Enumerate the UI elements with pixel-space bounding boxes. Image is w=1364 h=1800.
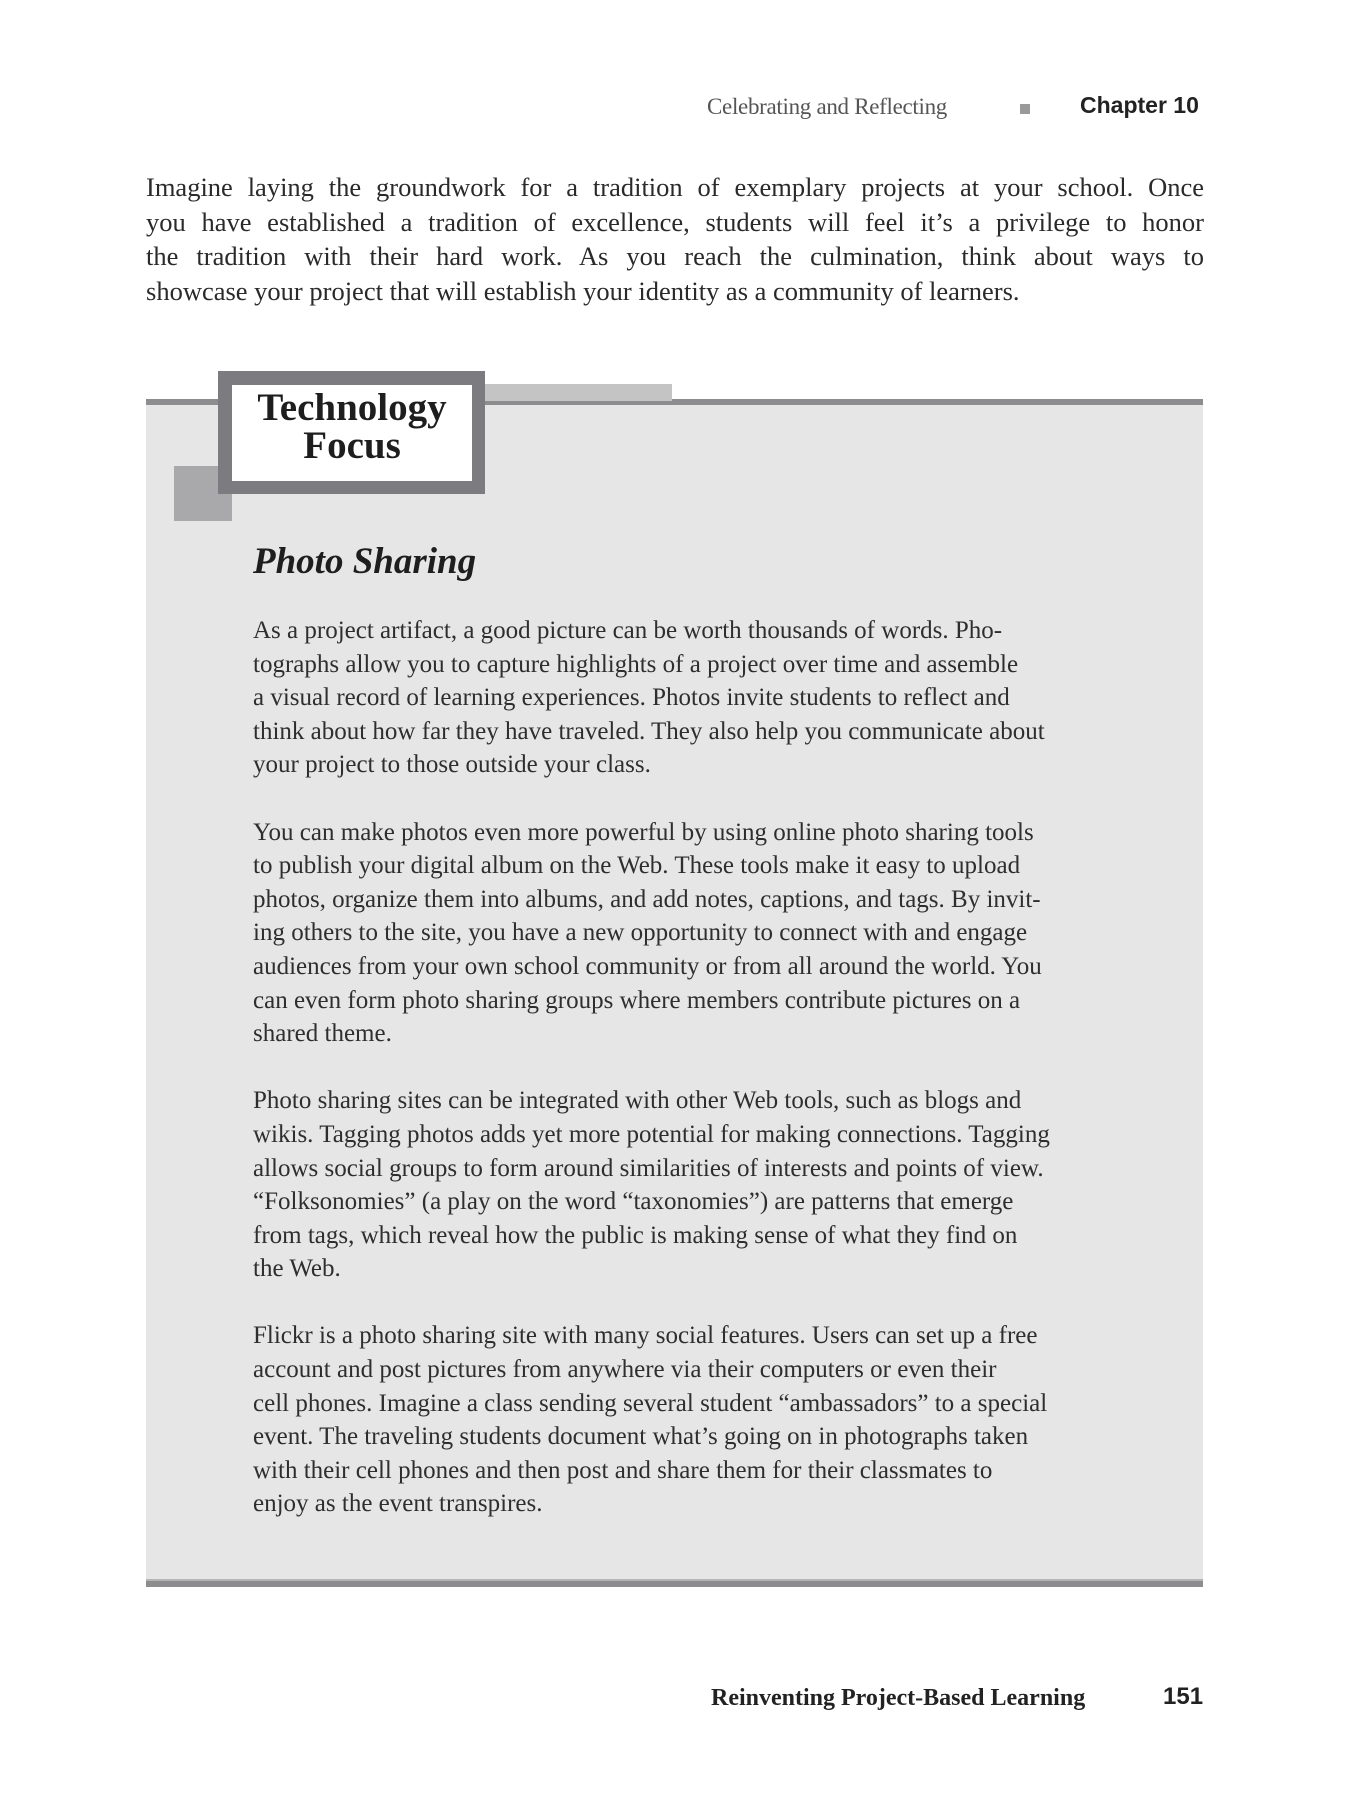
sidebar-label — [232, 385, 472, 481]
paragraph-line: Flickr is a photo sharing site with many social features. Users can set up a free — [253, 1322, 1038, 1350]
paragraph-line: to publish your digital album on the Web. These tools make it easy to upload — [253, 852, 1021, 880]
paragraph-line: think about how far they have traveled. They also help you communicate about — [253, 717, 1045, 745]
paragraph-line: As a project artifact, a good picture can be worth thousands of words. Pho- — [253, 617, 1003, 644]
sidebar-label-line: Focus — [303, 424, 401, 467]
sidebar-paragraph — [253, 816, 1153, 1051]
sidebar-bottom-rule — [146, 1581, 1203, 1587]
paragraph-line: You can make photos even more powerful by using online photo sharing tools — [253, 818, 1034, 846]
paragraph-line: the Web. — [253, 1255, 341, 1283]
header-separator-square — [1020, 104, 1030, 114]
paragraph-line: “Folksonomies” (a play on the word “taxonomies”) are patterns that emerge — [253, 1188, 1014, 1216]
paragraph-line: tographs allow you to capture highlights of a project over time and assemble — [253, 650, 1019, 678]
paragraph-line: shared theme. — [253, 1020, 392, 1048]
sidebar-paragraph — [253, 1319, 1153, 1521]
paragraph-line: cell phones. Imagine a class sending several student “ambassadors” to a special — [253, 1389, 1048, 1417]
paragraph-line: account and post pictures from anywhere via their computers or even their — [253, 1356, 997, 1384]
page-number: 151 — [1163, 1683, 1204, 1710]
sidebar-body — [253, 614, 1153, 1555]
running-header-section: Celebrating and Reflecting — [707, 94, 948, 119]
footer-book-title: Reinventing Project-Based Learning — [711, 1685, 1086, 1711]
paragraph-line: your project to those outside your class. — [253, 751, 651, 779]
intro-line: you have established a tradition of excellence, students will feel it’s a privilege to honor — [146, 206, 1204, 237]
intro-paragraph — [146, 170, 1204, 308]
sidebar-paragraph — [253, 1084, 1153, 1286]
sidebar-title: Photo Sharing — [253, 541, 477, 582]
paragraph-line: allows social groups to form around similarities of interests and points of view. — [253, 1154, 1044, 1182]
paragraph-line: photos, organize them into albums, and add notes, captions, and tags. By invit- — [253, 885, 1041, 913]
paragraph-line: a visual record of learning experiences. Photos invite students to reflect and — [253, 684, 1010, 712]
paragraph-line: ing others to the site, you have a new opportunity to connect with and engage — [253, 919, 1028, 947]
paragraph-line: event. The traveling students document what’s going on in photographs taken — [253, 1423, 1029, 1451]
paragraph-line: with their cell phones and then post and share them for their classmates to — [253, 1456, 993, 1484]
decorative-bar — [480, 384, 672, 401]
paragraph-line: Photo sharing sites can be integrated with other Web tools, such as blogs and — [253, 1087, 1022, 1115]
paragraph-line: from tags, which reveal how the public is making sense of what they find on — [253, 1221, 1018, 1249]
sidebar-paragraph — [253, 614, 1153, 782]
intro-line: Imagine laying the groundwork for a tradition of exemplary projects at your school. Once — [146, 172, 1204, 202]
paragraph-line: audiences from your own school community or from all around the world. You — [253, 952, 1042, 980]
paragraph-line: wikis. Tagging photos adds yet more potential for making connections. Tagging — [253, 1120, 1050, 1148]
running-header-chapter: Chapter 10 — [1080, 92, 1199, 118]
sidebar-label-line: Technology — [257, 386, 447, 429]
intro-line: showcase your project that will establish your identity as a community of learners. — [146, 275, 1020, 306]
paragraph-line: can even form photo sharing groups where members contribute pictures on a — [253, 986, 1021, 1014]
intro-line: the tradition with their hard work. As you reach the culmination, think about ways to — [146, 241, 1204, 271]
paragraph-line: enjoy as the event transpires. — [253, 1490, 543, 1518]
